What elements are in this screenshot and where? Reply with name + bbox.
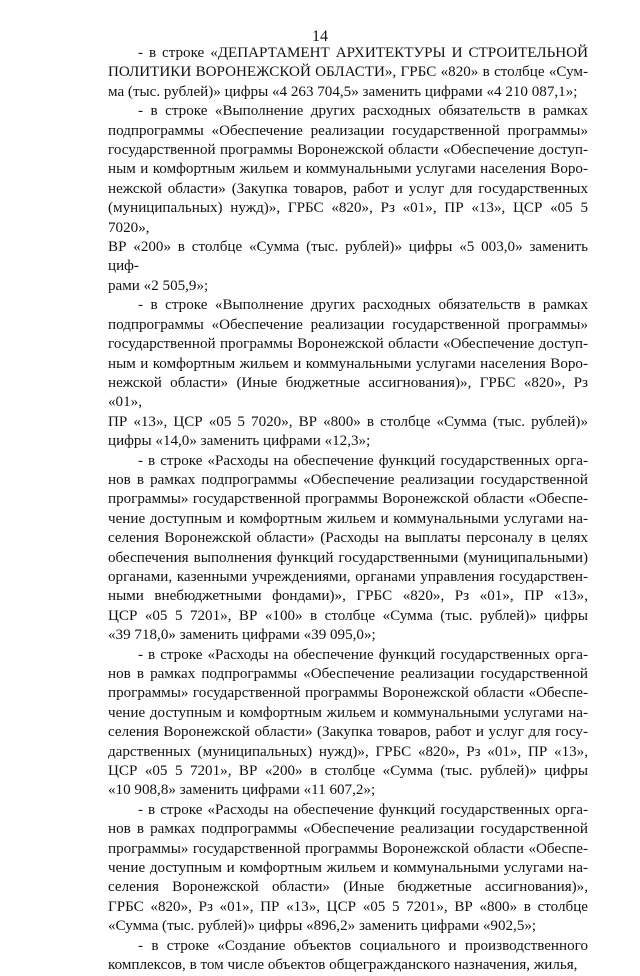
text-line: программы» государственной программы Воронежской области «Обеспе- bbox=[108, 491, 588, 508]
text-line: ным и комфортным жильем и коммунальными услугами населения Воро- bbox=[108, 161, 588, 178]
text-line: государственной программы Воронежской области «Обеспечение доступ- bbox=[108, 142, 588, 159]
text-line: органами, казенными учреждениями, органами управления государствен- bbox=[108, 568, 588, 585]
text-line: обеспечения выполнения функций государственными (муниципальными) bbox=[108, 549, 588, 566]
text-line: «Сумма (тыс. рублей)» цифры «896,2» заменить цифрами «902,5»; bbox=[108, 918, 537, 935]
text-line: чение доступным и комфортным жильем и коммунальными услугами на- bbox=[108, 510, 588, 527]
text-line: государственной программы Воронежской области «Обеспечение доступ- bbox=[108, 336, 588, 353]
text-line: нежской области» (Иные бюджетные ассигнования)», ГРБС «820», Рз «01», bbox=[108, 374, 588, 411]
text-line: «10 908,8» заменить цифрами «11 607,2»; bbox=[108, 782, 376, 799]
text-line: нов в рамках подпрограммы «Обеспечение реализации государственной bbox=[108, 821, 588, 838]
text-line: ными внебюджетными фондами)», ГРБС «820», Рз «01», ПР «13», bbox=[108, 588, 588, 605]
text-line: чение доступным и комфортным жильем и коммунальными услугами на- bbox=[108, 704, 588, 721]
text-line: - в строке «Расходы на обеспечение функций государственных орга- bbox=[138, 452, 588, 469]
paragraph bbox=[108, 44, 588, 102]
text-line: - в строке «Выполнение других расходных обязательств в рамках bbox=[138, 103, 588, 120]
text-line: цифры «14,0» заменить цифрами «12,3»; bbox=[108, 433, 371, 450]
page-number: 14 bbox=[312, 28, 328, 45]
text-line: ГРБС «820», Рз «01», ПР «13», ЦСР «05 5 7201», ВР «800» в столбце bbox=[108, 898, 588, 915]
text-line: «39 718,0» заменить цифрами «39 095,0»; bbox=[108, 627, 376, 644]
text-line: нов в рамках подпрограммы «Обеспечение реализации государственной bbox=[108, 471, 588, 488]
paragraph bbox=[108, 937, 588, 976]
text-line: - в строке «Создание объектов социального и производственного bbox=[138, 937, 588, 954]
text-line: нов в рамках подпрограммы «Обеспечение реализации государственной bbox=[108, 666, 588, 682]
text-line: ма (тыс. рублей)» цифры «4 263 704,5» заменить цифрами «4 210 087,1»; bbox=[108, 83, 578, 100]
text-line: (муниципальных) нужд)», ГРБС «820», Рз «01», ПР «13», ЦСР «05 5 7020», bbox=[108, 200, 588, 236]
text-line: подпрограммы «Обеспечение реализации государственной программы» bbox=[108, 316, 588, 333]
text-line: ПР «13», ЦСР «05 5 7020», ВР «800» в столбце «Сумма (тыс. рублей)» bbox=[108, 413, 588, 430]
paragraph bbox=[108, 646, 588, 801]
text-line: комплексов, в том числе объектов общегражданского назначения, жилья, bbox=[108, 957, 578, 974]
text-line: рами «2 505,9»; bbox=[108, 277, 209, 294]
paragraph bbox=[108, 102, 588, 296]
text-line: - в строке «Расходы на обеспечение функций государственных орга- bbox=[138, 801, 588, 818]
text-line: - в строке «Выполнение других расходных обязательств в рамках bbox=[138, 297, 588, 314]
text-line: программы» государственной программы Воронежской области «Обеспе- bbox=[108, 840, 588, 857]
text-line: - в строке «Расходы на обеспечение функций государственных орга- bbox=[138, 646, 588, 663]
paragraph bbox=[108, 452, 588, 646]
text-line: подпрограммы «Обеспечение реализации государственной программы» bbox=[108, 122, 588, 139]
text-line: селения Воронежской области» (Расходы на выплаты персоналу в целях bbox=[108, 530, 588, 547]
paragraph bbox=[108, 296, 588, 451]
text-line: чение доступным и комфортным жильем и коммунальными услугами на- bbox=[108, 860, 588, 877]
text-line: дарственных (муниципальных) нужд)», ГРБС «820», Рз «01», ПР «13», bbox=[108, 743, 588, 760]
text-line: - в строке «ДЕПАРТАМЕНТ АРХИТЕКТУРЫ И СТРОИТЕЛЬНОЙ bbox=[138, 45, 588, 61]
text-line: ВР «200» в столбце «Сумма (тыс. рублей)» цифры «5 003,0» заменить циф- bbox=[108, 239, 588, 275]
text-line: нежской области» (Закупка товаров, работ и услуг для государственных bbox=[108, 180, 588, 197]
text-line: ЦСР «05 5 7201», ВР «100» в столбце «Сумма (тыс. рублей)» цифры bbox=[108, 607, 588, 624]
text-line: ПОЛИТИКИ ВОРОНЕЖСКОЙ ОБЛАСТИ», ГРБС «820» в столбце «Сум- bbox=[108, 64, 588, 81]
text-line: ЦСР «05 5 7201», ВР «200» в столбце «Сумма (тыс. рублей)» цифры bbox=[108, 763, 588, 780]
text-line: селения Воронежской области» (Закупка товаров, работ и услуг для госу- bbox=[108, 724, 588, 741]
text-line: селения Воронежской области» (Иные бюджетные ассигнования)», bbox=[108, 879, 588, 896]
text-line: программы» государственной программы Воронежской области «Обеспе- bbox=[108, 685, 588, 702]
document-body bbox=[108, 44, 588, 976]
paragraph bbox=[108, 801, 588, 937]
text-line: ным и комфортным жильем и коммунальными услугами населения Воро- bbox=[108, 355, 588, 372]
